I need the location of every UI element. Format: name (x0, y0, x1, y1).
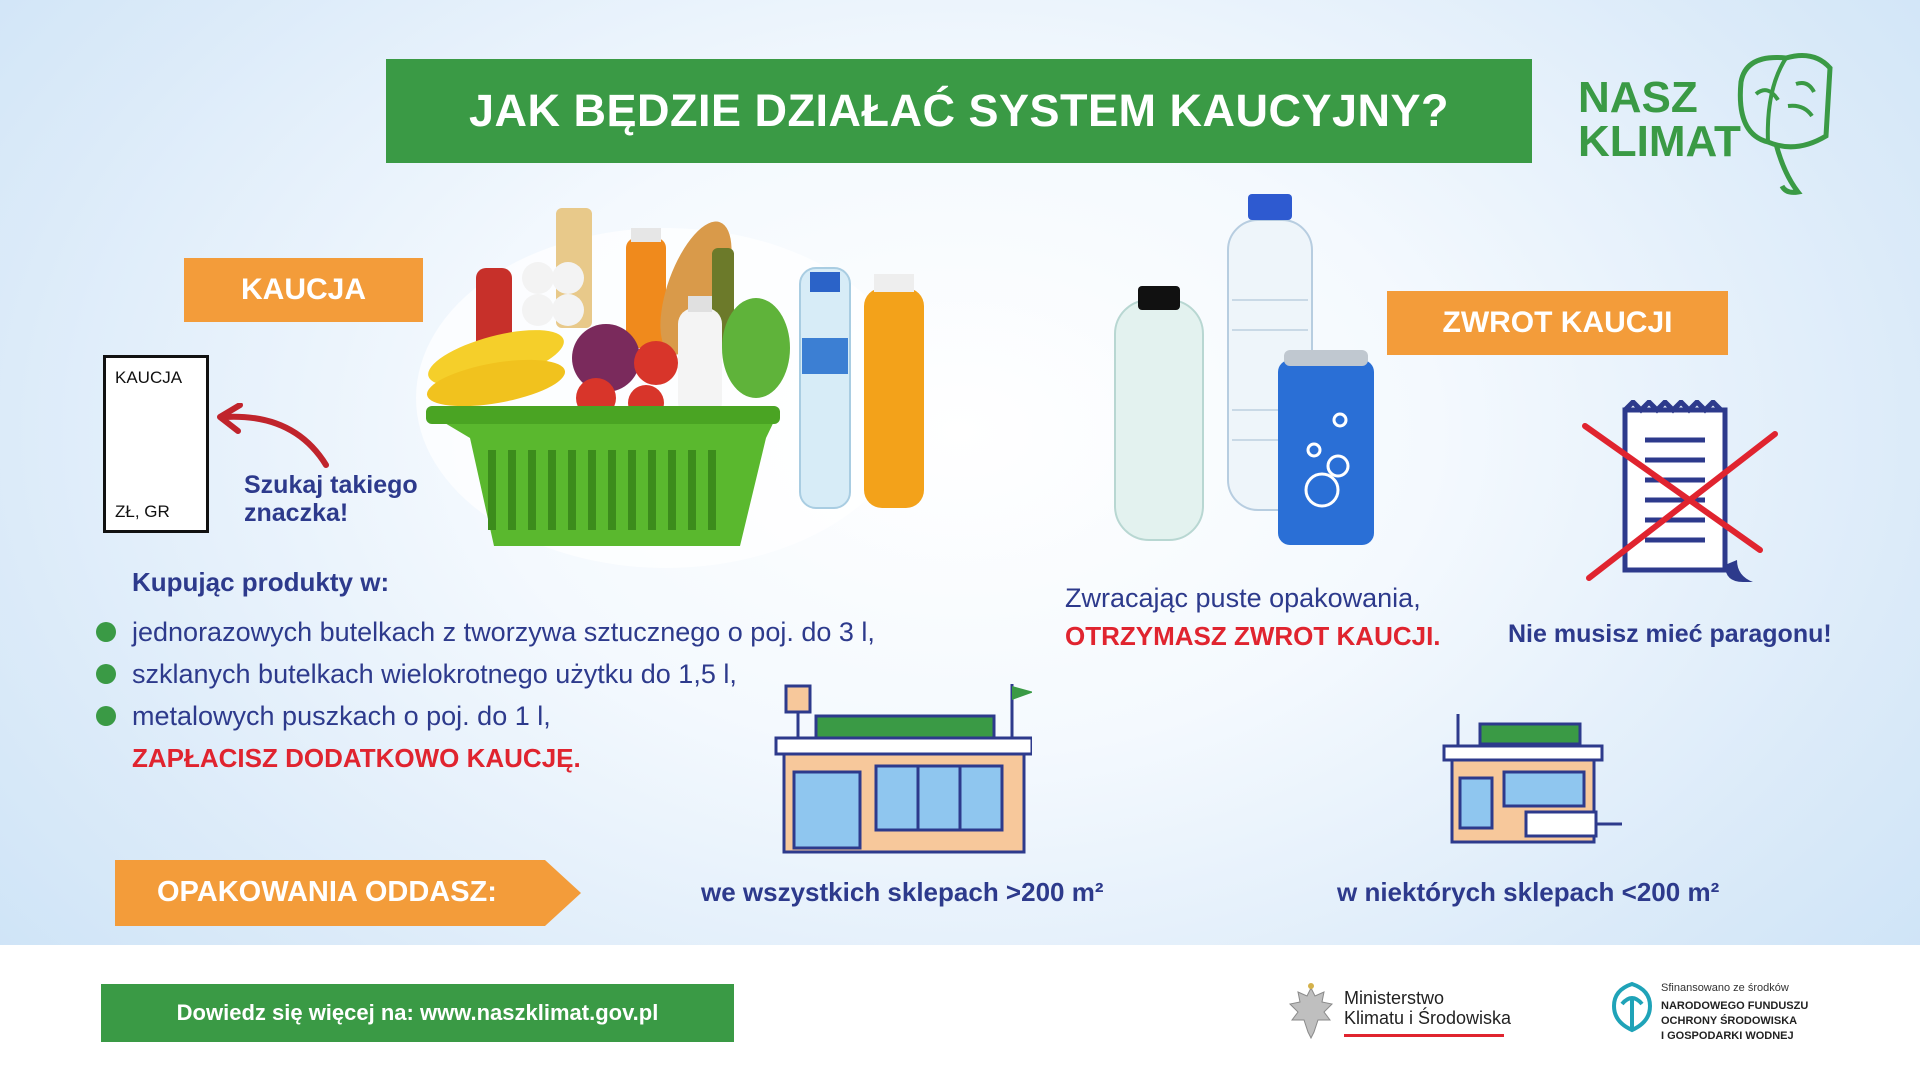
buying-item-text: szklanych butelkach wielokrotnego użytku do 1,5 l, (132, 658, 737, 689)
list-item (96, 653, 875, 695)
logo-line-1: NASZ (1578, 73, 1698, 122)
no-receipt-text: Nie musisz mieć paragonu! (1508, 620, 1832, 648)
buying-item-text: jednorazowych butelkach z tworzywa sztucznego o poj. do 3 l, (132, 616, 875, 647)
curved-arrow-icon (214, 403, 334, 473)
empty-bottles-icon (1100, 190, 1390, 560)
returning-text (1065, 579, 1441, 655)
return-points-label: OPAKOWANIA ODDASZ: (157, 876, 497, 908)
pay-deposit-text: ZAPŁACISZ DODATKOWO KAUCJĘ. (132, 743, 581, 773)
ministry-logo (1284, 982, 1512, 1047)
buying-item-text: metalowych puszkach o poj. do 1 l, (132, 700, 551, 731)
large-store-icon (772, 680, 1032, 860)
list-item (96, 695, 875, 737)
leaf-logo-icon (1726, 44, 1841, 204)
small-store-caption: w niektórych sklepach <200 m² (1337, 877, 1720, 907)
buying-lead: Kupując produkty w: (132, 567, 390, 597)
deposit-label: KAUCJA (184, 258, 423, 322)
look-line-2: znaczka! (244, 499, 349, 527)
shopping-basket-icon (416, 188, 936, 568)
crossed-receipt-icon (1575, 400, 1785, 590)
fund-small-text: Sfinansowano ze środków (1661, 982, 1789, 994)
returning-line-2: OTRZYMASZ ZWROT KAUCJI. (1065, 621, 1441, 651)
large-store-caption: we wszystkich sklepach >200 m² (701, 877, 1104, 907)
fund-line-3: I GOSPODARKI WODNEJ (1661, 1030, 1794, 1042)
ministry-line-2: Klimatu i Środowiska (1344, 1008, 1512, 1028)
ministry-line-1: Ministerstwo (1344, 988, 1445, 1008)
refund-label: ZWROT KAUCJI (1387, 291, 1728, 355)
small-store-icon (1440, 712, 1630, 852)
look-line-1: Szukaj takiego (244, 471, 418, 499)
fund-line-2: OCHRONY ŚRODOWISKA (1661, 1015, 1798, 1027)
stamp-top-text: KAUCJA (115, 368, 183, 387)
bullet-icon (96, 622, 116, 642)
ministry-divider (1344, 1034, 1504, 1037)
fund-emblem-icon (1610, 980, 1654, 1034)
nasz-klimat-logo (1578, 44, 1848, 204)
deposit-stamp (103, 355, 209, 533)
page-title: JAK BĘDZIE DZIAŁAĆ SYSTEM KAUCYJNY? (386, 59, 1532, 163)
eagle-emblem-icon (1284, 982, 1338, 1042)
stamp-bottom-text: ZŁ, GR (115, 502, 170, 521)
fund-line-1: NARODOWEGO FUNDUSZU (1661, 1000, 1809, 1012)
bullet-icon (96, 664, 116, 684)
list-item (96, 611, 875, 653)
returning-line-1: Zwracając puste opakowania, (1065, 583, 1421, 613)
look-for-stamp-text (244, 471, 418, 527)
bullet-icon (96, 706, 116, 726)
fund-logo (1610, 980, 1809, 1042)
logo-line-2: KLIMAT (1578, 117, 1741, 166)
buying-section (96, 567, 875, 774)
learn-more-banner: Dowiedz się więcej na: www.naszklimat.gov.pl (101, 984, 734, 1042)
